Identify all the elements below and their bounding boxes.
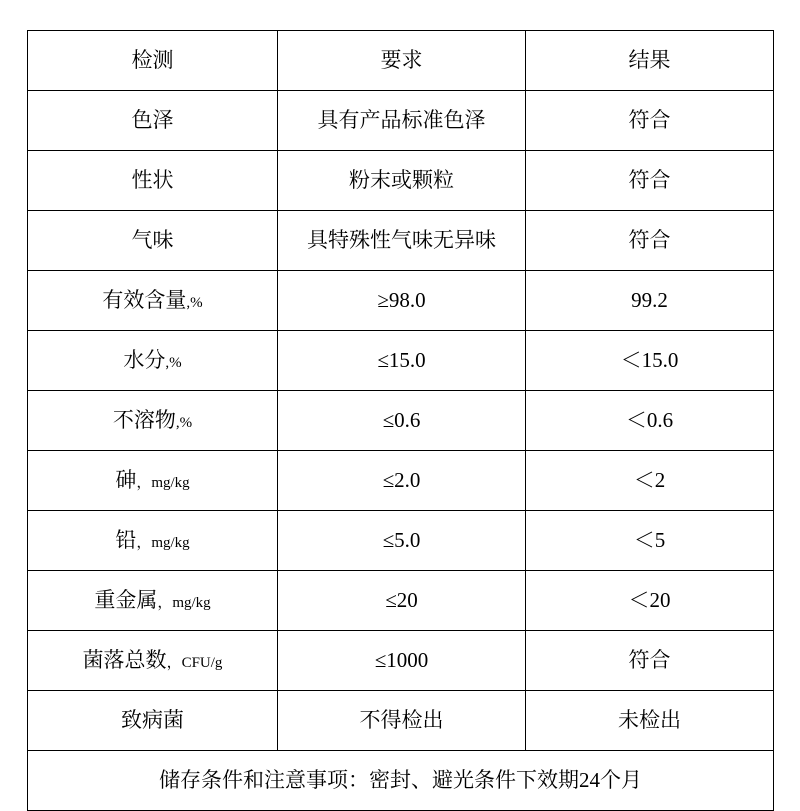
cell-result: 99.2 — [526, 271, 774, 331]
item-name: 致病菌 — [121, 708, 184, 733]
cell-requirement: 粉末或颗粒 — [278, 151, 526, 211]
specification-table-container — [27, 30, 773, 811]
table-row — [28, 331, 774, 391]
storage-note: 储存条件和注意事项：密封、避光条件下效期24个月 — [28, 751, 774, 811]
table-row — [28, 511, 774, 571]
item-name: 水分 — [123, 348, 166, 373]
cell-result: ＜15.0 — [526, 331, 774, 391]
table-row — [28, 691, 774, 751]
table-row — [28, 151, 774, 211]
cell-result: ＜5 — [526, 511, 774, 571]
cell-result: 符合 — [526, 151, 774, 211]
cell-result: 符合 — [526, 211, 774, 271]
cell-requirement: ≤1000 — [278, 631, 526, 691]
cell-item — [28, 451, 278, 511]
cell-result: 符合 — [526, 631, 774, 691]
table-row — [28, 391, 774, 451]
cell-item — [28, 691, 278, 751]
table-row — [28, 211, 774, 271]
cell-result: ＜2 — [526, 451, 774, 511]
cell-requirement: ≤15.0 — [278, 331, 526, 391]
item-unit: ,% — [165, 355, 182, 372]
table-row — [28, 571, 774, 631]
cell-item — [28, 211, 278, 271]
item-unit: ，mg/kg — [136, 475, 190, 492]
item-name: 砷 — [115, 468, 137, 493]
cell-requirement: ≥98.0 — [278, 271, 526, 331]
column-header-result: 结果 — [526, 31, 774, 91]
table-row — [28, 91, 774, 151]
cell-item — [28, 91, 278, 151]
item-unit: ，mg/kg — [136, 535, 190, 552]
cell-requirement: 不得检出 — [278, 691, 526, 751]
column-header-requirement: 要求 — [278, 31, 526, 91]
item-unit: ，mg/kg — [157, 595, 211, 612]
table-row — [28, 451, 774, 511]
item-name: 有效含量 — [102, 288, 187, 313]
specification-table — [27, 30, 774, 811]
cell-result: 符合 — [526, 91, 774, 151]
item-name: 不溶物 — [112, 408, 176, 433]
cell-result: ＜0.6 — [526, 391, 774, 451]
item-name: 铅 — [115, 528, 137, 553]
cell-requirement: ≤20 — [278, 571, 526, 631]
cell-item — [28, 631, 278, 691]
cell-item — [28, 391, 278, 451]
item-name: 气味 — [131, 228, 174, 253]
table-row — [28, 631, 774, 691]
cell-item — [28, 571, 278, 631]
item-name: 菌落总数 — [82, 648, 167, 673]
cell-requirement: ≤5.0 — [278, 511, 526, 571]
cell-requirement: 具特殊性气味无异味 — [278, 211, 526, 271]
cell-result: ＜20 — [526, 571, 774, 631]
cell-requirement: 具有产品标准色泽 — [278, 91, 526, 151]
cell-item — [28, 271, 278, 331]
item-name: 性状 — [131, 168, 174, 193]
cell-item — [28, 331, 278, 391]
cell-requirement: ≤2.0 — [278, 451, 526, 511]
item-unit: ，CFU/g — [166, 655, 223, 672]
cell-requirement: ≤0.6 — [278, 391, 526, 451]
column-header-item: 检测 — [28, 31, 278, 91]
cell-item — [28, 151, 278, 211]
item-unit: ,% — [186, 295, 203, 312]
table-footnote-row — [28, 751, 774, 811]
item-name: 色泽 — [131, 108, 174, 133]
item-unit: ,% — [175, 415, 193, 432]
cell-item — [28, 511, 278, 571]
table-header-row — [28, 31, 774, 91]
table-row — [28, 271, 774, 331]
item-name: 重金属 — [94, 588, 158, 613]
cell-result: 未检出 — [526, 691, 774, 751]
